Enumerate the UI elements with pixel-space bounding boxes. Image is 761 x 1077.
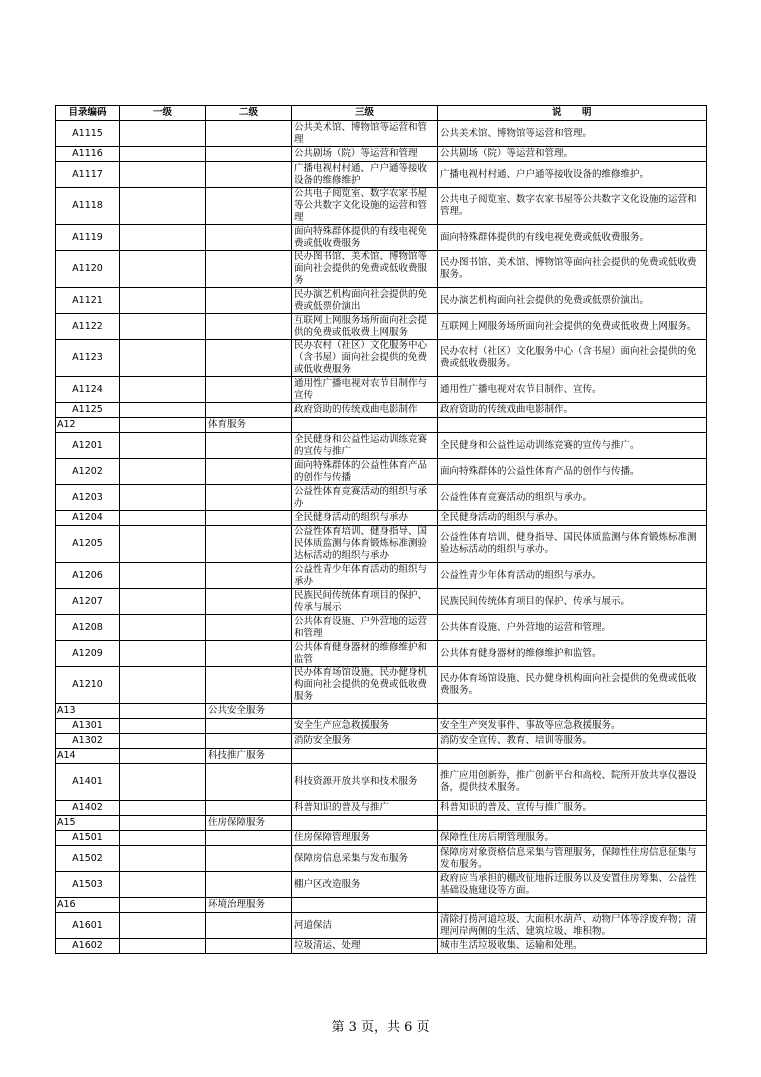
cell-level2 [206, 615, 292, 641]
cell-level3: 互联网上网服务场所面向社会提供的免费或低收费上网服务 [292, 314, 438, 340]
cell-level1 [120, 764, 206, 801]
table-row [56, 615, 707, 641]
table-row [56, 589, 707, 615]
cell-description [438, 418, 707, 433]
cell-level1 [120, 563, 206, 589]
cell-description: 公共体育设施、户外营地的运营和管理。 [438, 615, 707, 641]
category-row [56, 418, 707, 433]
cell-code: A1401 [56, 764, 120, 801]
cell-level2 [206, 162, 292, 188]
cell-level1 [120, 589, 206, 615]
table-row [56, 764, 707, 801]
cell-level2 [206, 563, 292, 589]
cell-level2: 科技推广服务 [206, 749, 292, 764]
cell-level2: 住房保障服务 [206, 816, 292, 831]
cell-description: 保障性住房后期管理服务。 [438, 831, 707, 846]
cell-description: 城市生活垃圾收集、运输和处理。 [438, 939, 707, 954]
cell-description: 民办演艺机构面向社会提供的免费或低票价演出。 [438, 288, 707, 314]
cell-level1 [120, 816, 206, 831]
cell-level2 [206, 589, 292, 615]
cell-level1 [120, 872, 206, 898]
cell-description [438, 898, 707, 913]
cell-level3: 民族民间传统体育项目的保护、传承与展示 [292, 589, 438, 615]
cell-level3: 垃圾清运、处理 [292, 939, 438, 954]
cell-level3: 公共剧场（院）等运营和管理 [292, 147, 438, 162]
cell-level2 [206, 459, 292, 485]
table-row [56, 377, 707, 403]
cell-level2 [206, 403, 292, 418]
cell-code: A1204 [56, 511, 120, 526]
table-row [56, 121, 707, 147]
cell-level3: 民办图书馆、美术馆、博物馆等面向社会提供的免费或低收费服务 [292, 251, 438, 288]
cell-level3: 民办农村（社区）文化服务中心（含书屋）面向社会提供的免费或低收费服务 [292, 340, 438, 377]
cell-level3: 广播电视村村通、户户通等接收设备的维修维护 [292, 162, 438, 188]
cell-level1 [120, 314, 206, 340]
table-row [56, 563, 707, 589]
cell-level1 [120, 418, 206, 433]
cell-code: A1120 [56, 251, 120, 288]
table-row [56, 939, 707, 954]
cell-level3: 政府资助的传统戏曲电影制作 [292, 403, 438, 418]
cell-description [438, 816, 707, 831]
cell-code: A1503 [56, 872, 120, 898]
cell-code: A1602 [56, 939, 120, 954]
cell-code: A1202 [56, 459, 120, 485]
cell-description: 民办农村（社区）文化服务中心（含书屋）面向社会提供的免费或低收费服务。 [438, 340, 707, 377]
table-row [56, 667, 707, 704]
cell-description: 通用性广播电视对农节目制作、宣传。 [438, 377, 707, 403]
table-row [56, 734, 707, 749]
cell-code: A1123 [56, 340, 120, 377]
cell-code: A1118 [56, 188, 120, 225]
cell-level1 [120, 526, 206, 563]
table-row [56, 251, 707, 288]
cell-level3: 科技资源开放共享和技术服务 [292, 764, 438, 801]
cell-code: A1119 [56, 225, 120, 251]
table-row [56, 288, 707, 314]
cell-level1 [120, 162, 206, 188]
cell-code: A1201 [56, 433, 120, 459]
cell-code: A1502 [56, 846, 120, 872]
table-row [56, 314, 707, 340]
cell-level1 [120, 898, 206, 913]
cell-level2 [206, 913, 292, 939]
cell-level2 [206, 939, 292, 954]
cell-level2 [206, 340, 292, 377]
category-row [56, 898, 707, 913]
cell-description [438, 749, 707, 764]
cell-level2 [206, 314, 292, 340]
cell-level3: 全民健身活动的组织与承办 [292, 511, 438, 526]
cell-code: A1125 [56, 403, 120, 418]
cell-level3: 公共体育健身器材的维修维护和监管 [292, 641, 438, 667]
cell-code: A1210 [56, 667, 120, 704]
cell-level1 [120, 433, 206, 459]
page-footer: 第 3 页，共 6 页 [331, 1020, 430, 1035]
cell-description: 民办图书馆、美术馆、博物馆等面向社会提供的免费或低收费服务。 [438, 251, 707, 288]
cell-description: 全民健身和公益性运动训练竞赛的宣传与推广。 [438, 433, 707, 459]
cell-code: A1124 [56, 377, 120, 403]
cell-level3: 科普知识的普及与推广 [292, 801, 438, 816]
cell-code: A1402 [56, 801, 120, 816]
table-row [56, 485, 707, 511]
cell-level1 [120, 459, 206, 485]
cell-description: 推广应用创新券，推广创新平台和高校、院所开放共享仪器设备，提供技术服务。 [438, 764, 707, 801]
cell-level1 [120, 913, 206, 939]
cell-level1 [120, 939, 206, 954]
cell-level2 [206, 288, 292, 314]
cell-level2 [206, 485, 292, 511]
cell-description: 面向特殊群体的公益性体育产品的创作与传播。 [438, 459, 707, 485]
cell-level2 [206, 377, 292, 403]
cell-code: A1121 [56, 288, 120, 314]
cell-code: A1116 [56, 147, 120, 162]
cell-level2 [206, 147, 292, 162]
cell-description [438, 704, 707, 719]
cell-description: 公益性青少年体育活动的组织与承办。 [438, 563, 707, 589]
cell-code: A1302 [56, 734, 120, 749]
header-code: 目录编码 [56, 106, 120, 121]
header-description: 说 明 [438, 106, 707, 121]
cell-level1 [120, 188, 206, 225]
cell-code: A14 [56, 749, 120, 764]
cell-description: 科普知识的普及、宣传与推广服务。 [438, 801, 707, 816]
cell-level3: 公共电子阅览室、数字农家书屋等公共数字文化设施的运营和管理 [292, 188, 438, 225]
cell-description: 公共剧场（院）等运营和管理。 [438, 147, 707, 162]
cell-level3: 全民健身和公益性运动训练竞赛的宣传与推广 [292, 433, 438, 459]
cell-level3: 面向特殊群体提供的有线电视免费或低收费服务 [292, 225, 438, 251]
cell-description: 公共美术馆、博物馆等运营和管理。 [438, 121, 707, 147]
header-level1: 一级 [120, 106, 206, 121]
table-row [56, 511, 707, 526]
cell-level3 [292, 418, 438, 433]
cell-level1 [120, 121, 206, 147]
cell-level2 [206, 433, 292, 459]
cell-level3: 面向特殊群体的公益性体育产品的创作与传播 [292, 459, 438, 485]
cell-level3 [292, 816, 438, 831]
cell-level1 [120, 734, 206, 749]
cell-code: A1208 [56, 615, 120, 641]
table-header-row [56, 106, 707, 121]
table-row [56, 403, 707, 418]
cell-level2: 体育服务 [206, 418, 292, 433]
category-row [56, 816, 707, 831]
cell-level1 [120, 667, 206, 704]
cell-level3: 民办体育场馆设施、民办健身机构面向社会提供的免费或低收费服务 [292, 667, 438, 704]
table-row [56, 340, 707, 377]
cell-level1 [120, 749, 206, 764]
cell-level3: 河道保洁 [292, 913, 438, 939]
cell-level2 [206, 719, 292, 734]
cell-code: A1501 [56, 831, 120, 846]
cell-level3: 公共美术馆、博物馆等运营和管理 [292, 121, 438, 147]
cell-level1 [120, 831, 206, 846]
cell-code: A1601 [56, 913, 120, 939]
cell-description: 政府资助的传统戏曲电影制作。 [438, 403, 707, 418]
cell-description: 民族民间传统体育项目的保护、传承与展示。 [438, 589, 707, 615]
cell-level1 [120, 377, 206, 403]
cell-code: A1301 [56, 719, 120, 734]
table-row [56, 188, 707, 225]
cell-level3: 保障房信息采集与发布服务 [292, 846, 438, 872]
catalog-table [55, 105, 707, 954]
cell-level3: 公益性青少年体育活动的组织与承办 [292, 563, 438, 589]
table-row [56, 225, 707, 251]
cell-level1 [120, 403, 206, 418]
cell-code: A1206 [56, 563, 120, 589]
cell-code: A1207 [56, 589, 120, 615]
cell-level1 [120, 251, 206, 288]
cell-level3: 消防安全服务 [292, 734, 438, 749]
table-row [56, 872, 707, 898]
cell-level3: 安全生产应急救援服务 [292, 719, 438, 734]
cell-level3 [292, 749, 438, 764]
table-row [56, 459, 707, 485]
cell-description: 全民健身活动的组织与承办。 [438, 511, 707, 526]
table-row [56, 641, 707, 667]
cell-level3: 公益性体育培训、健身指导、国民体质监测与体育锻炼标准测验达标活动的组织与承办 [292, 526, 438, 563]
cell-level2 [206, 188, 292, 225]
cell-level1 [120, 288, 206, 314]
table-row [56, 801, 707, 816]
category-row [56, 749, 707, 764]
cell-level1 [120, 615, 206, 641]
cell-level2 [206, 734, 292, 749]
table-row [56, 831, 707, 846]
cell-code: A1205 [56, 526, 120, 563]
table-row [56, 846, 707, 872]
cell-level1 [120, 641, 206, 667]
cell-level2 [206, 641, 292, 667]
cell-description: 公益性体育培训、健身指导、国民体质监测与体育锻炼标准测验达标活动的组织与承办。 [438, 526, 707, 563]
cell-description: 清除打捞河道垃圾、大面积水葫芦、动物尸体等浮废弃物；清理河岸两侧的生活、建筑垃圾、堆积物。 [438, 913, 707, 939]
cell-level3: 住房保障管理服务 [292, 831, 438, 846]
cell-level1 [120, 704, 206, 719]
table-row [56, 162, 707, 188]
cell-level1 [120, 340, 206, 377]
cell-level2: 环境治理服务 [206, 898, 292, 913]
cell-code: A12 [56, 418, 120, 433]
table-body [56, 121, 707, 954]
header-level3: 三级 [292, 106, 438, 121]
cell-description: 民办体育场馆设施、民办健身机构面向社会提供的免费或低收费服务。 [438, 667, 707, 704]
cell-code: A1115 [56, 121, 120, 147]
cell-level2 [206, 846, 292, 872]
cell-level2 [206, 872, 292, 898]
header-level2: 二级 [206, 106, 292, 121]
cell-code: A1122 [56, 314, 120, 340]
cell-description: 面向特殊群体提供的有线电视免费或低收费服务。 [438, 225, 707, 251]
cell-level1 [120, 225, 206, 251]
table-row [56, 433, 707, 459]
cell-description: 公益性体育竞赛活动的组织与承办。 [438, 485, 707, 511]
table-row [56, 147, 707, 162]
cell-level3: 棚户区改造服务 [292, 872, 438, 898]
cell-level1 [120, 719, 206, 734]
cell-level2 [206, 526, 292, 563]
cell-level1 [120, 511, 206, 526]
cell-level2: 公共安全服务 [206, 704, 292, 719]
cell-description: 公共电子阅览室、数字农家书屋等公共数字文化设施的运营和管理。 [438, 188, 707, 225]
cell-level2 [206, 225, 292, 251]
cell-code: A1203 [56, 485, 120, 511]
cell-level1 [120, 846, 206, 872]
cell-level3 [292, 898, 438, 913]
cell-description: 消防安全宣传、教育、培训等服务。 [438, 734, 707, 749]
table-row [56, 913, 707, 939]
cell-description: 广播电视村村通、户户通等接收设备的维修维护。 [438, 162, 707, 188]
cell-level3: 公益性体育竞赛活动的组织与承办 [292, 485, 438, 511]
cell-level3: 通用性广播电视对农节目制作与宣传 [292, 377, 438, 403]
cell-level2 [206, 764, 292, 801]
cell-description: 政府应当承担的棚改征地拆迁服务以及安置住房筹集、公益性基础设施建设等方面。 [438, 872, 707, 898]
cell-level2 [206, 831, 292, 846]
table-row [56, 719, 707, 734]
cell-level3: 公共体育设施、户外营地的运营和管理 [292, 615, 438, 641]
table-row [56, 526, 707, 563]
cell-level1 [120, 801, 206, 816]
cell-code: A1209 [56, 641, 120, 667]
cell-level2 [206, 121, 292, 147]
cell-description: 保障房对象资格信息采集与管理服务，保障性住房信息征集与发布服务。 [438, 846, 707, 872]
cell-level2 [206, 667, 292, 704]
cell-code: A13 [56, 704, 120, 719]
cell-level1 [120, 485, 206, 511]
category-row [56, 704, 707, 719]
cell-description: 公共体育健身器材的维修维护和监管。 [438, 641, 707, 667]
cell-code: A16 [56, 898, 120, 913]
cell-level2 [206, 511, 292, 526]
cell-level3 [292, 704, 438, 719]
cell-description: 互联网上网服务场所面向社会提供的免费或低收费上网服务。 [438, 314, 707, 340]
cell-level2 [206, 251, 292, 288]
cell-level2 [206, 801, 292, 816]
cell-level3: 民办演艺机构面向社会提供的免费或低票价演出 [292, 288, 438, 314]
cell-level1 [120, 147, 206, 162]
cell-description: 安全生产突发事件、事故等应急救援服务。 [438, 719, 707, 734]
cell-code: A15 [56, 816, 120, 831]
cell-code: A1117 [56, 162, 120, 188]
